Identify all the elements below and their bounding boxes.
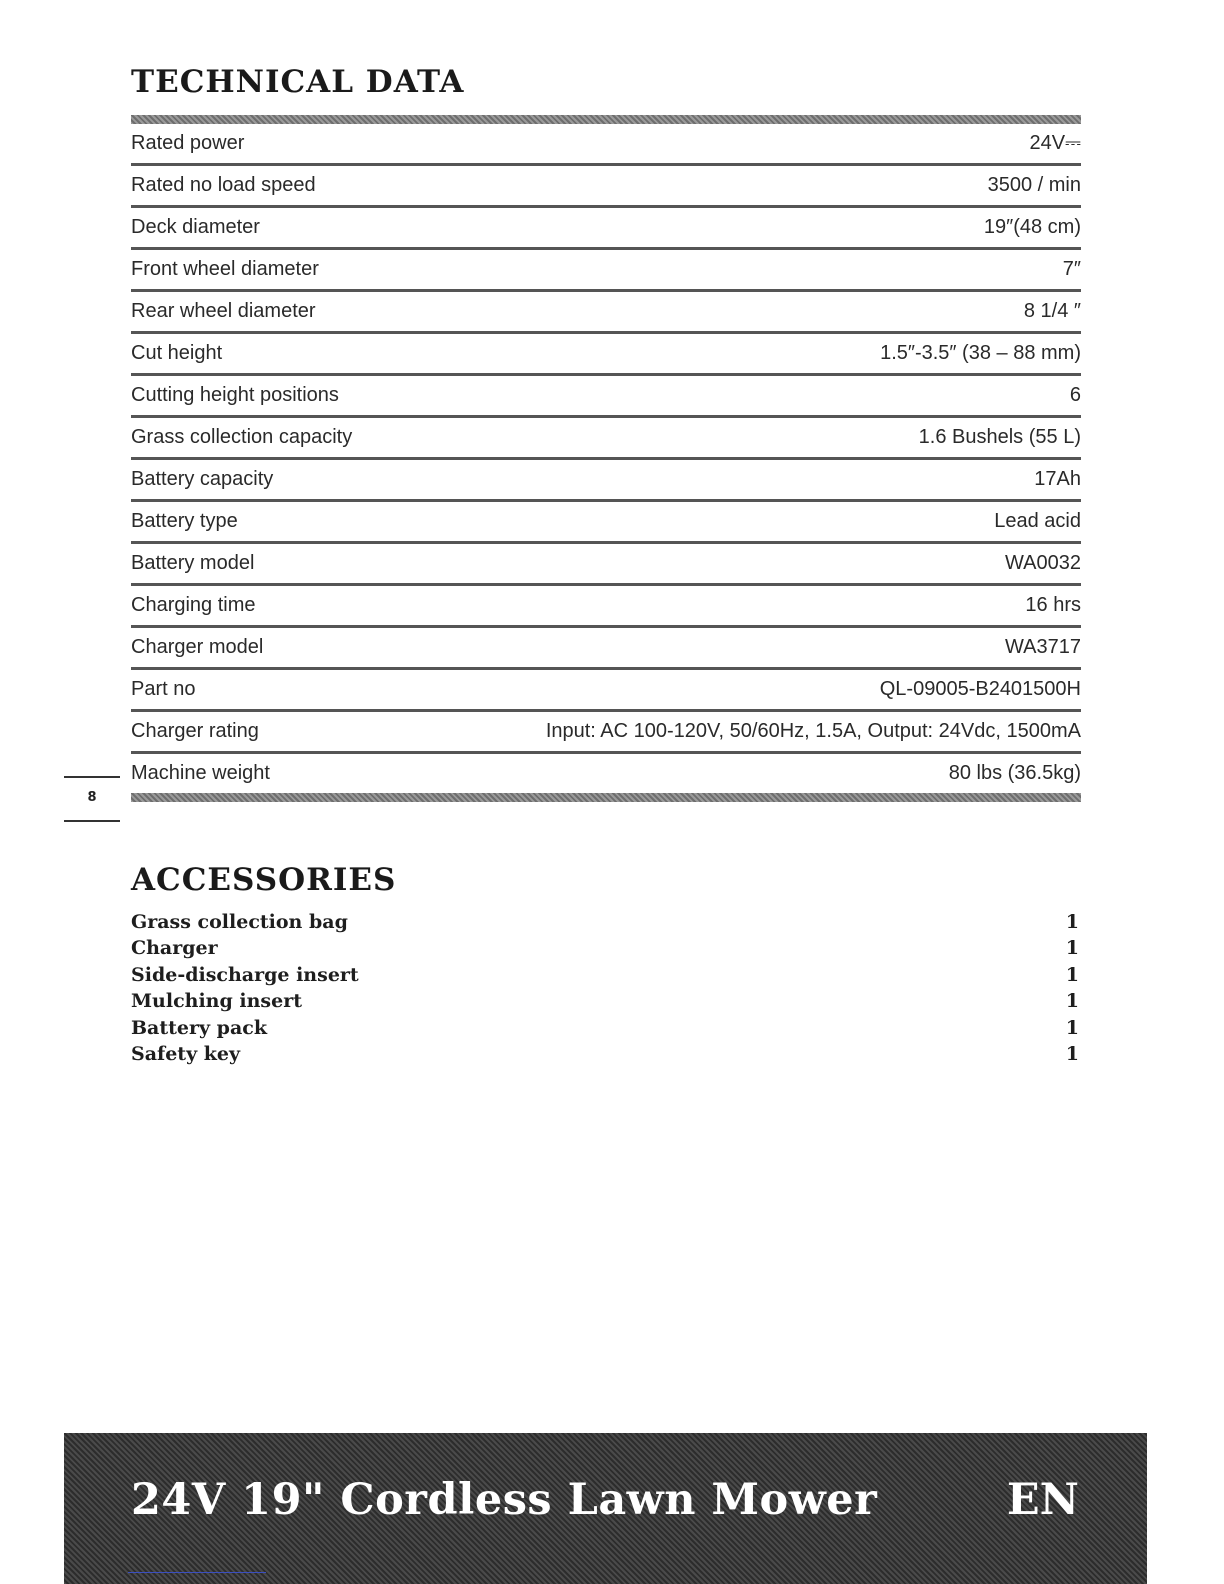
page-number: 8 [64,776,120,822]
spec-row-charging-time [131,586,1081,628]
spec-row-battery-model [131,544,1081,586]
spec-value: 16 hrs [1025,594,1081,616]
list-item [131,1015,1079,1041]
footer-underline [128,1572,266,1573]
spec-value: Lead acid [994,510,1081,532]
spec-value: 7″ [1062,258,1081,280]
spec-row-grass-capacity [131,418,1081,460]
list-item [131,909,1079,935]
spec-value: 80 lbs (36.5kg) [948,762,1081,784]
accessory-qty: 1 [1065,963,1079,986]
accessory-name: Mulching insert [131,990,302,1013]
spec-row-rear-wheel [131,292,1081,334]
spec-label: Rear wheel diameter [131,300,316,322]
spec-label: Rated no load speed [131,174,316,196]
spec-label: Battery type [131,510,238,532]
spec-value: WA3717 [1005,636,1081,658]
spec-row-machine-weight [131,754,1081,793]
accessory-name: Side-discharge insert [131,963,359,986]
spec-value: QL-09005-B2401500H [879,678,1081,700]
accessory-qty: 1 [1065,937,1079,960]
accessories-list [131,909,1079,1067]
accessory-qty: 1 [1065,911,1079,933]
spec-row-charger-rating [131,712,1081,754]
accessory-qty: 1 [1065,1016,1079,1039]
table-top-bar [131,115,1081,124]
spec-value: 17Ah [1034,468,1081,490]
list-item [131,1041,1079,1067]
spec-row-battery-type [131,502,1081,544]
accessory-name: Safety key [131,1042,241,1065]
spec-row-cut-height [131,334,1081,376]
accessory-name: Grass collection bag [131,911,348,933]
list-item [131,988,1079,1014]
spec-label: Battery model [131,552,255,574]
spec-label: Deck diameter [131,216,260,238]
spec-row-height-positions [131,376,1081,418]
accessories-title: ACCESSORIES [131,862,397,898]
technical-data-title: TECHNICAL DATA [131,64,465,100]
spec-row-rated-power [131,124,1081,166]
spec-row-no-load-speed [131,166,1081,208]
language-code: EN [1006,1475,1079,1525]
technical-data-table [131,115,1081,802]
list-item [131,935,1079,961]
spec-value: Input: AC 100-120V, 50/60Hz, 1.5A, Output: 24Vdc, 1500mA [545,720,1081,742]
spec-value: 19″(48 cm) [983,216,1081,238]
product-title: 24V 19" Cordless Lawn Mower [131,1475,878,1525]
spec-label: Battery capacity [131,468,274,490]
accessory-name: Charger [131,937,218,960]
accessory-name: Battery pack [131,1016,268,1039]
spec-label: Machine weight [131,762,270,784]
spec-value: 1.5″-3.5″ (38 – 88 mm) [880,342,1081,364]
footer-banner [64,1433,1147,1584]
spec-label: Grass collection capacity [131,426,353,448]
spec-row-battery-capacity [131,460,1081,502]
spec-label: Charging time [131,594,256,616]
spec-label: Charger rating [131,720,259,742]
spec-label: Front wheel diameter [131,258,319,280]
spec-row-part-no [131,670,1081,712]
table-bottom-bar [131,793,1081,802]
spec-row-deck-diameter [131,208,1081,250]
spec-row-front-wheel [131,250,1081,292]
spec-label: Cutting height positions [131,384,339,406]
spec-value: 6 [1069,384,1081,406]
spec-label: Part no [131,678,196,700]
spec-value: 8 1/4 ″ [1023,300,1081,322]
spec-value: WA0032 [1005,552,1081,574]
spec-row-charger-model [131,628,1081,670]
accessory-qty: 1 [1065,1042,1079,1065]
spec-label: Rated power [131,132,245,154]
spec-value: 24V⎓ [1029,132,1081,154]
spec-value: 1.6 Bushels (55 L) [918,426,1081,448]
accessory-qty: 1 [1065,990,1079,1013]
spec-value: 3500 / min [987,174,1081,196]
spec-label: Charger model [131,636,264,658]
list-item [131,962,1079,988]
spec-label: Cut height [131,342,223,364]
